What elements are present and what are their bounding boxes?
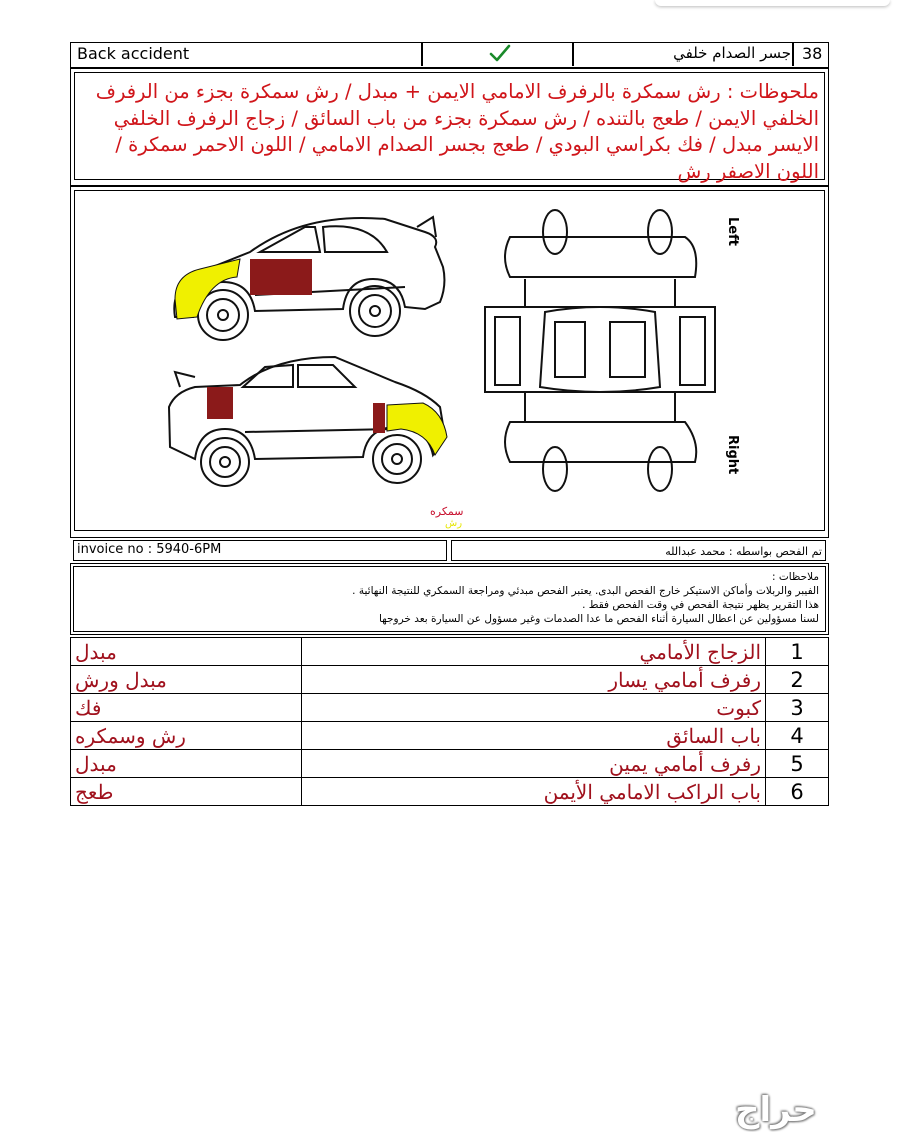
- legend-yellow-label: رش: [445, 518, 463, 529]
- damage-part: رفرف أمامي يسار: [302, 666, 766, 694]
- table-row: [71, 778, 829, 806]
- remarks-line-3: لسنا مسؤولين عن اعطال السيارة أثناء الفحص ما عدا الصدمات وغير مسؤول عن السيارة بعد خروجها: [378, 613, 819, 625]
- damage-number: 3: [766, 694, 829, 722]
- damage-part: كبوت: [302, 694, 766, 722]
- remarks-line-1: الفيبر والربلات وأماكن الاستيكر خارج الفحص البدى. يعتبر الفحص مبدئي ومراجعة السمكري للنتيجة النهائية .: [352, 585, 819, 597]
- car-exploded-view: [485, 210, 715, 491]
- notes-box: [70, 68, 829, 186]
- notes-text: ملحوظات : رش سمكرة بالرفرف الامامي الايمن + مبدل / رش سمكرة بجزء من الرفرف الخلفي الايمن / طعج بالتنده / رش سمكرة بجزء من باب السائق / زجاج الرفرف الخلفي الايسر مبدل / فك بكراسي البودي / طعج بجسر الصدام الامامي / اللون الاحمر سمكرة / اللون الاصفر رش: [74, 72, 825, 180]
- header-row: [70, 42, 829, 68]
- remarks-title: ملاحظات :: [772, 571, 819, 583]
- legend-red-label: سمكره: [430, 505, 464, 518]
- header-number: 38: [802, 44, 823, 63]
- damage-action: مبدل ورش: [71, 666, 302, 694]
- damage-table: [70, 637, 829, 806]
- damage-number: 4: [766, 722, 829, 750]
- invoice-row: [70, 538, 829, 563]
- header-title-ar: جسر الصدام خلفي: [673, 44, 791, 62]
- damage-number: 5: [766, 750, 829, 778]
- table-row: [71, 694, 829, 722]
- table-row: [71, 666, 829, 694]
- remarks-box: [70, 563, 829, 635]
- table-row: [71, 750, 829, 778]
- damage-number: 1: [766, 638, 829, 666]
- damage-part: رفرف أمامي يمين: [302, 750, 766, 778]
- diagram-box: [70, 186, 829, 538]
- damage-part: باب السائق: [302, 722, 766, 750]
- invoice-number: invoice no : 5940-6PM: [73, 540, 447, 561]
- table-row: [71, 638, 829, 666]
- car-damage-diagram: [155, 207, 755, 507]
- damage-part: باب الراكب الامامي الأيمن: [302, 778, 766, 806]
- damage-red-front-fender-bottom: [373, 403, 385, 433]
- damage-action: طعج: [71, 778, 302, 806]
- table-row: [71, 722, 829, 750]
- damage-number: 6: [766, 778, 829, 806]
- damage-action: مبدل: [71, 638, 302, 666]
- damage-red-rear-quarter: [207, 387, 233, 419]
- damage-action: رش وسمكره: [71, 722, 302, 750]
- remarks-line-2: هذا التقرير يظهر نتيجة الفحص في وقت الفحص فقط .: [582, 599, 819, 611]
- top-tab-bar: [655, 0, 890, 6]
- checkmark-icon: [489, 44, 511, 64]
- damage-action: فك: [71, 694, 302, 722]
- damage-part: الزجاج الأمامي: [302, 638, 766, 666]
- inspector-name: تم الفحص بواسطه : محمد عبدالله: [451, 540, 826, 561]
- haraj-watermark: حراج: [735, 1090, 817, 1130]
- header-title-en: Back accident: [77, 44, 190, 63]
- damage-number: 2: [766, 666, 829, 694]
- damage-action: مبدل: [71, 750, 302, 778]
- diagram-label-left: Left: [725, 217, 740, 246]
- diagram-label-right: Right: [725, 435, 740, 475]
- damage-red-driver-door: [250, 259, 312, 295]
